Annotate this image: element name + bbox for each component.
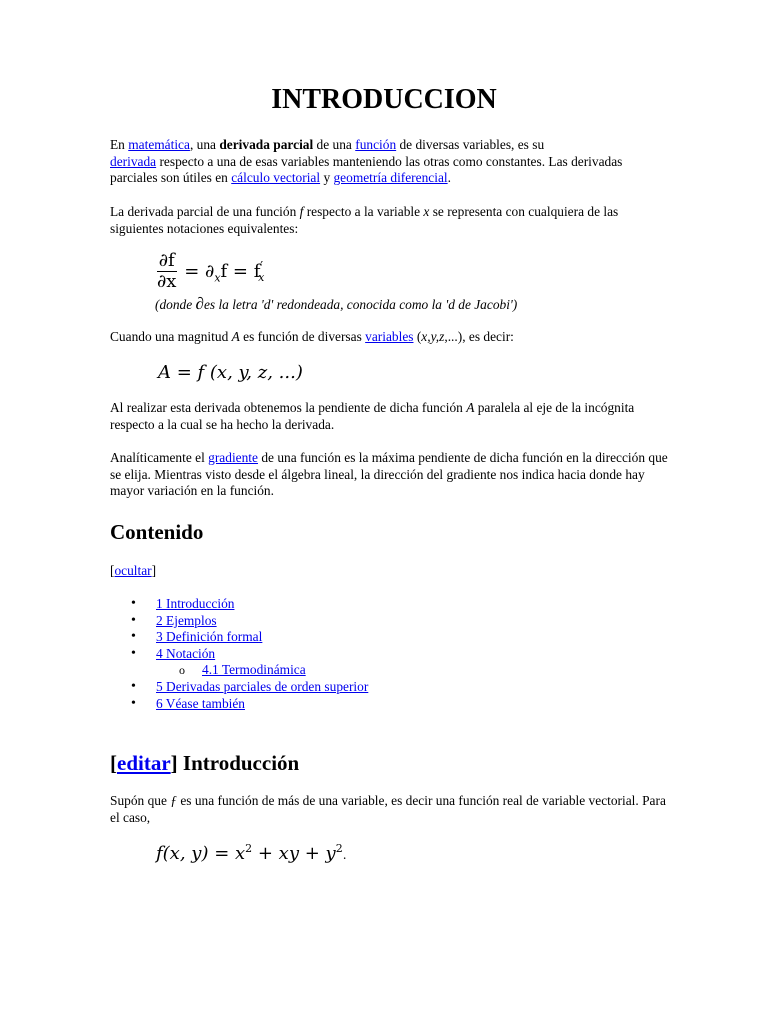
text: = ∂ <box>184 260 215 282</box>
toc-link-introduccion[interactable]: 1 Introducción <box>156 596 235 611</box>
formula-function: A = f (x, y, z, ...) <box>158 362 303 383</box>
toc-link-notacion[interactable]: 4 Notación <box>156 645 216 661</box>
fraction <box>155 251 178 292</box>
fraction-denominator: ∂x <box>157 271 177 292</box>
text: (donde <box>155 297 196 312</box>
formula-rest <box>184 258 265 285</box>
formula-partial-derivative <box>155 251 264 292</box>
text: es la letra 'd' redondeada, conocida como la 'd de Jacobi') <box>203 297 518 312</box>
notation-paragraph <box>110 204 670 237</box>
text: Cuando una magnitud <box>110 329 232 344</box>
text: respecto a la variable <box>303 204 424 219</box>
term-bold: derivada parcial <box>219 137 314 152</box>
toc-link-derivadas-orden-superior[interactable]: 5 Derivadas parciales de orden superior <box>156 678 369 694</box>
section-heading-introduccion <box>110 751 299 776</box>
toc-link-termodinamica[interactable]: 4.1 Termodinámica <box>202 662 306 678</box>
fraction-numerator: ∂f <box>158 250 175 271</box>
toc-item <box>110 596 368 613</box>
section-title: Introducción <box>177 751 300 775</box>
text: La derivada parcial de una función <box>110 204 300 219</box>
gradient-paragraph <box>110 450 670 500</box>
text: , una <box>189 137 220 152</box>
toc-item <box>110 629 368 646</box>
toc-link-ejemplos[interactable]: 2 Ejemplos <box>156 612 217 628</box>
text: es una función de más de una variable, es decir una función real de variable vectorial. Para el caso, <box>110 793 666 825</box>
exponent: 2 <box>335 842 343 855</box>
link-calculo-vectorial[interactable]: cálculo vectorial <box>231 170 321 186</box>
link-derivada[interactable]: derivada <box>110 153 157 169</box>
text: + xy + y <box>252 843 336 864</box>
toc-item <box>110 679 368 696</box>
bracket: [ <box>110 563 115 578</box>
function-paragraph <box>110 793 670 826</box>
bracket: ] <box>170 751 178 775</box>
formula-example <box>156 842 347 864</box>
link-matematica[interactable]: matemática <box>128 137 190 152</box>
toc-subitem <box>110 662 368 679</box>
period: . <box>342 848 347 862</box>
text: paralela al eje de la incógnita respecto a la cual se ha hecho la derivada. <box>110 400 635 432</box>
link-gradiente[interactable]: gradiente <box>208 450 258 465</box>
text: y <box>320 170 334 186</box>
var-f: ƒ <box>170 793 177 808</box>
text: es función de diversas <box>239 329 366 344</box>
text: respecto a una de esas variables manteniendo las otras como constantes. Las derivadas parciales son útiles en <box>110 153 623 186</box>
toc-item <box>110 646 368 663</box>
text: ,...), es decir: <box>444 329 514 344</box>
prime: ′ <box>260 258 264 273</box>
contents-heading: Contenido <box>110 520 204 544</box>
text: f = f <box>220 260 261 282</box>
text: de una función es la máxima pendiente de dicha función en la dirección que se elija. Mientras visto desde el álgebra lineal, la dirección del gradiente nos indica hacia donde hay mayor variación en la función. <box>110 450 668 499</box>
bracket: [ <box>110 751 117 775</box>
var-a: A <box>466 400 475 415</box>
link-geometria-diferencial[interactable]: geometría diferencial <box>333 170 448 186</box>
toc-item <box>110 613 368 630</box>
var-a: A <box>231 329 240 344</box>
text: En <box>110 137 129 152</box>
text: se representa con cualquiera de las siguientes notaciones equivalentes: <box>110 204 619 236</box>
subscript: x <box>258 271 265 285</box>
toc-link-vease-tambien[interactable]: 6 Véase también <box>156 695 245 711</box>
text: Supón que <box>110 793 171 808</box>
bracket: ] <box>151 563 157 578</box>
var-x: x <box>423 204 430 219</box>
partial-symbol: ∂ <box>195 294 204 313</box>
var-f: f <box>299 204 304 219</box>
toc-link-definicion-formal[interactable]: 3 Definición formal <box>156 629 263 645</box>
intro-paragraph <box>110 137 670 187</box>
jacobi-note <box>155 294 517 314</box>
hide-toc-link[interactable]: ocultar <box>114 563 152 578</box>
edit-section-link[interactable]: editar <box>117 751 171 775</box>
table-of-contents <box>110 596 368 712</box>
text: Analíticamente el <box>110 450 209 465</box>
exponent: 2 <box>245 842 253 855</box>
magnitude-paragraph <box>110 329 670 346</box>
page-title: INTRODUCCION <box>271 84 497 115</box>
var-list: x,y,z <box>421 329 445 344</box>
text: ( <box>413 329 422 344</box>
link-variables[interactable]: variables <box>365 329 414 344</box>
slope-paragraph <box>110 400 670 433</box>
text: Al realizar esta derivada obtenemos la pendiente de dicha función <box>110 400 467 415</box>
text: de una <box>313 137 356 152</box>
toc-item <box>110 696 368 713</box>
toc-toggle <box>110 563 670 580</box>
text: f(x, y) = x <box>156 843 246 864</box>
link-funcion[interactable]: función <box>355 137 397 152</box>
text: de diversas variables, es su <box>396 137 545 152</box>
subscript: x <box>214 271 221 285</box>
text: . <box>447 170 451 186</box>
